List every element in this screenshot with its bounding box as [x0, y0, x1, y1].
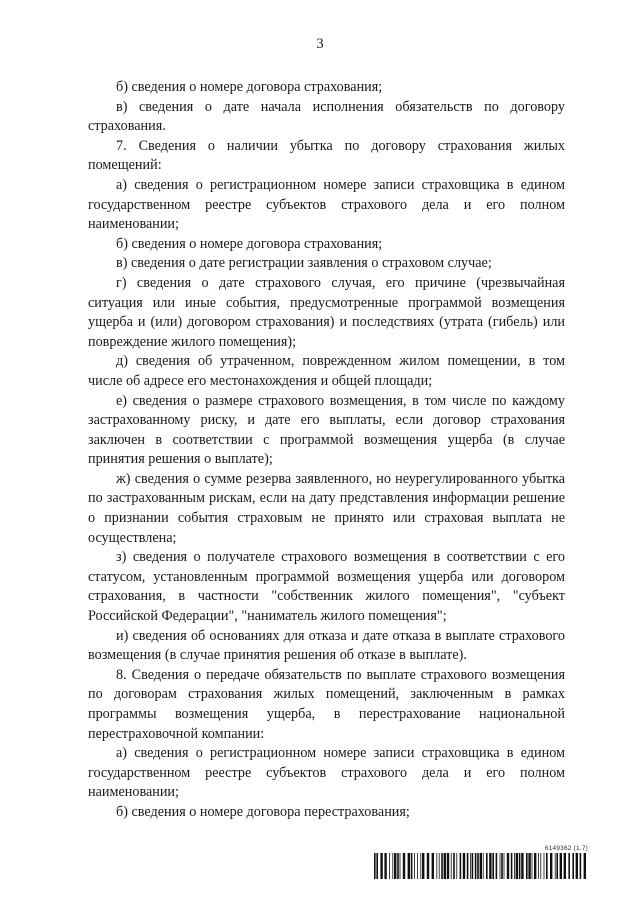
paragraph: и) сведения об основаниях для отказа и дате отказа в выплате страхового возмещения (в случае принятия решения об отказе в выплате).: [88, 627, 565, 664]
paragraph: з) сведения о получателе страхового возмещения в соответствии с его статусом, установленным программой возмещения ущерба или договором страхования, в частности "собственник жилого помещения", "субъект Российской Федерации", "наниматель жилого помещения";: [88, 549, 565, 625]
page-number: 3: [316, 36, 324, 52]
paragraph: г) сведения о дате страхового случая, его причине (чрезвычайная ситуация или иные события, предусмотренные программой возмещения ущерба и (или) договором страхования) и последствиях (утрата (гибель) или повреждение жилого помещения);: [88, 274, 565, 350]
document-body: [88, 78, 565, 823]
document-code: 6149362 (1.7): [544, 845, 588, 852]
paragraph: б) сведения о номере договора перестрахования;: [116, 803, 410, 820]
section-heading-7: 7. Сведения о наличии убытка по договору страхования жилых помещений:: [88, 137, 565, 174]
paragraph: а) сведения о регистрационном номере записи страховщика в едином государственном реестре субъектов страхового дела и его полном наименовании;: [88, 176, 565, 233]
barcode-icon: [374, 853, 588, 879]
paragraph: а) сведения о регистрационном номере записи страховщика в едином государственном реестре субъектов страхового дела и его полном наименовании;: [88, 745, 565, 801]
paragraph: ж) сведения о сумме резерва заявленного, но неурегулированного убытка по застрахованным рискам, если на дату представления информации решение о признании события страховым не принято или страховая выплата не осуществлена;: [88, 470, 565, 546]
paragraph: б) сведения о номере договора страхования;: [116, 235, 383, 252]
paragraph: б) сведения о номере договора страхования;: [116, 79, 383, 95]
paragraph: в) сведения о дате начала исполнения обязательств по договору страхования.: [88, 98, 565, 135]
paragraph: в) сведения о дате регистрации заявления о страховом случае;: [116, 255, 492, 272]
paragraph: е) сведения о размере страхового возмещения, в том числе по каждому застрахованному риску, и дате его выплаты, если договор страхования заключен в соответствии с программой возмещения ущерба (в случае принятия решения о выплате);: [88, 392, 565, 468]
section-heading-8: 8. Сведения о передаче обязательств по выплате страхового возмещения по договорам страхования жилых помещений, заключенным в рамках программы возмещения ущерба, в перестрахование национальной перестраховочной компании:: [88, 666, 565, 742]
paragraph: д) сведения об утраченном, поврежденном жилом помещении, в том числе об адресе его местонахождения и общей площади;: [88, 353, 565, 389]
